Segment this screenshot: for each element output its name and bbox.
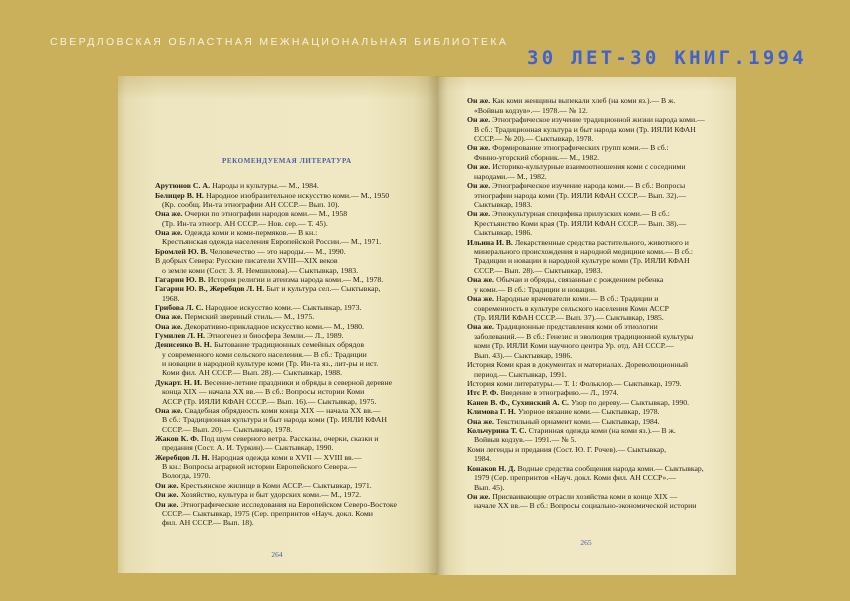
entry-first-line <box>467 209 705 218</box>
entry-author: Ильина И. В. <box>467 237 513 247</box>
bibliography-entry <box>467 275 705 294</box>
entry-text: История религии и атеизма народа коми.— М., 1978. <box>207 274 384 284</box>
entry-first-line <box>467 426 705 435</box>
entry-author: Она же. <box>467 416 494 426</box>
entry-author: Денисенко В. Н. <box>155 340 212 350</box>
entry-first-line <box>155 490 397 499</box>
entry-text: Народное изобразительное искусство коми.— М., 1950 <box>206 190 390 200</box>
bibliography-entry <box>467 492 705 511</box>
entry-author: Она же. <box>155 228 183 238</box>
entry-text: В сб.: Традиционная культура и быт народа коми (Тр. ИЯЛИ КФАН <box>162 415 387 425</box>
entry-author: Он же. <box>467 492 491 502</box>
entry-author: Жаков К. Ф. <box>155 434 199 443</box>
entry-author: Грибова Л. С. <box>155 302 204 312</box>
entry-author: Она же. <box>467 275 494 285</box>
entry-text: Войвыв кодзув.— 1991.— № 5. <box>474 435 577 445</box>
book-spread <box>118 76 736 575</box>
entry-text: Введение в этнографию.— Л., 1974. <box>500 388 619 398</box>
entry-text: Этнографическое изучение народа коми.— В сб.: Вопросы <box>492 181 686 191</box>
entry-text: фил. АН СССР.— Вып. 18). <box>162 518 254 528</box>
bibliography-entry <box>155 312 397 321</box>
entry-text: В сб.: Традиционная культура и быт народа коми (Тр. ИЯЛИ КФАН <box>474 124 696 134</box>
entry-text: Народы и культуры.— М., 1984. <box>212 181 319 191</box>
entry-text: В добрых Севера: Русские писатели XVIII—XIX веков <box>155 256 338 266</box>
entry-author: Она же. <box>155 405 183 415</box>
entry-text: предания (Сост. А. И. Туркин).— Сыктывкар, 1990. <box>162 443 334 453</box>
entry-first-line <box>155 275 397 284</box>
entry-continuation-line <box>467 191 705 200</box>
library-name-header: СВЕРДЛОВСКАЯ ОБЛАСТНАЯ МЕЖНАЦИОНАЛЬНАЯ БИБЛИОТЕКА <box>50 36 509 48</box>
entry-first-line <box>467 115 705 124</box>
entry-first-line <box>155 256 397 265</box>
entry-continuation-line <box>467 219 705 228</box>
entry-text: Сыктывкар, 1983. <box>474 199 533 209</box>
entry-author: Гумилев Л. Н. <box>155 331 205 341</box>
entry-author: Жеребцов Л. Н. <box>155 452 210 462</box>
entry-first-line <box>155 284 397 293</box>
entry-author: Она же. <box>155 209 183 219</box>
entry-author: Он же. <box>467 162 491 172</box>
entry-continuation-line <box>467 483 705 492</box>
entry-first-line <box>467 407 705 416</box>
entry-text: Крестьянское жилище в Коми АССР.— Сыктывкар, 1971. <box>180 480 372 490</box>
bibliography-entry <box>467 322 705 360</box>
section-heading: РЕКОМЕНДУЕМАЯ ЛИТЕРАТУРА <box>222 157 352 165</box>
bibliography-list-left <box>155 181 397 527</box>
right-page <box>437 77 736 575</box>
entry-author: Бромлей Ю. В. <box>155 246 208 256</box>
entry-first-line <box>467 445 705 454</box>
entry-text: у коми.— В сб.: Традиции и новации. <box>474 284 597 294</box>
bibliography-entry <box>155 453 397 481</box>
entry-text: (Тр. Ин-та этногр. АН СССР.— Нов. сер.— Т. 45). <box>162 218 328 228</box>
bibliography-entry <box>155 378 397 406</box>
entry-text: народами.— М., 1982. <box>474 171 547 181</box>
page-number-right: 265 <box>580 538 592 547</box>
entry-text: Формирование этнографических групп коми.— В сб.: <box>492 143 669 153</box>
entry-continuation-line <box>467 285 705 294</box>
bibliography-list-right <box>467 96 705 511</box>
entry-text: «Войвыв кодзув».— 1978.— № 12. <box>474 105 588 115</box>
entry-author: Он же. <box>155 480 179 490</box>
entry-text: Лекарственные средства растительного, животного и <box>515 237 689 247</box>
entry-first-line <box>155 191 397 200</box>
bibliography-entry <box>467 360 705 379</box>
bibliography-entry <box>467 388 705 397</box>
bibliography-entry <box>155 228 397 247</box>
entry-first-line <box>467 322 705 331</box>
entry-text: 1984. <box>474 454 492 464</box>
bibliography-entry <box>467 464 705 492</box>
entry-text: период.— Сыктывкар, 1991. <box>474 369 567 379</box>
entry-author: Он же. <box>467 115 491 125</box>
entry-continuation-line <box>155 509 397 518</box>
entry-continuation-line <box>155 471 397 480</box>
entry-text: минерального происхождения в народной медицине коми.— В сб.: <box>474 247 694 257</box>
entry-author: Дукарт. Н. И. <box>155 377 202 387</box>
bibliography-entry <box>155 331 397 340</box>
entry-text: Как коми женщины выпекали хлеб (на коми яз.).— В ж. <box>492 96 676 106</box>
entry-first-line <box>467 492 705 501</box>
entry-first-line <box>467 360 705 369</box>
entry-first-line <box>467 464 705 473</box>
entry-continuation-line <box>155 368 397 377</box>
entry-text: Крестьянство Коми края (Тр. ИЯЛИ КФАН СССР.— Вып. 38).— <box>474 218 687 228</box>
bibliography-entry <box>467 407 705 416</box>
entry-first-line <box>467 388 705 397</box>
entry-text: Этногенез и биосфера Земли.— Л., 1989. <box>207 331 344 341</box>
bibliography-entry <box>155 209 397 228</box>
bibliography-entry <box>467 426 705 445</box>
entry-author: Гагарин Ю. В. <box>155 274 206 284</box>
entry-continuation-line <box>155 415 397 424</box>
entry-text: Хозяйство, культура и быт удорских коми.— М., 1972. <box>180 490 362 500</box>
entry-text: Историко-культурные взаимоотношения коми с соседними <box>492 162 686 172</box>
entry-author: Арутюнов С. А. <box>155 181 211 191</box>
bibliography-entry <box>155 247 397 256</box>
entry-author: Она же. <box>155 312 183 322</box>
entry-continuation-line <box>467 228 705 237</box>
entry-author: Климова Г. Н. <box>467 407 516 417</box>
entry-text: История коми литературы.— Т. 1: Фольклор.— Сыктывкар, 1979. <box>467 378 682 388</box>
entry-text: Коми фил. АН СССР.— Вып. 28).— Сыктывкар, 1988. <box>162 368 343 378</box>
entry-first-line <box>155 406 397 415</box>
entry-text: Свадебная обрядность коми конца XIX — начала XX вв.— <box>184 405 381 415</box>
bibliography-entry <box>155 322 397 331</box>
entry-text: Под шум северного ветра. Рассказы, очерки, сказки и <box>201 434 379 443</box>
entry-continuation-line <box>467 313 705 322</box>
entry-continuation-line <box>467 106 705 115</box>
entry-text: Быт и культура сел.— Сыктывкар, <box>266 284 381 294</box>
bibliography-entry <box>467 379 705 388</box>
entry-author: Он же. <box>155 490 179 500</box>
entry-text: Текстильный орнамент коми.— Сыктывкар, 1984. <box>496 416 660 426</box>
entry-first-line <box>155 322 397 331</box>
bibliography-entry <box>467 115 705 143</box>
left-page <box>118 76 437 573</box>
project-title: 30 ЛЕТ-30 КНИГ.1994 <box>527 47 808 69</box>
page-number-left: 264 <box>271 550 283 559</box>
entry-text: начале XX вв.— В сб.: Вопросы социально-экономической истории <box>474 501 697 511</box>
entry-continuation-line <box>467 501 705 510</box>
entry-continuation-line <box>467 370 705 379</box>
entry-text: конца XIX — начала XX вв.— В сб.: Вопросы истории Коми <box>162 387 365 397</box>
entry-text: Крестьянская одежда населения Европейской России.— М., 1971. <box>162 237 382 247</box>
bibliography-entry <box>155 481 397 490</box>
entry-author: Итс Р. Ф. <box>467 388 499 398</box>
bibliography-entry <box>155 500 397 528</box>
entry-first-line <box>467 96 705 105</box>
bibliography-entry <box>467 209 705 237</box>
bibliography-entry <box>467 96 705 115</box>
entry-first-line <box>155 331 397 340</box>
entry-first-line <box>467 398 705 407</box>
entry-text: Народная одежда коми в XVII — XVIII вв.— <box>211 452 362 462</box>
entry-first-line <box>467 275 705 284</box>
entry-text: СССР.— Вып. 20).— Сыктывкар, 1978. <box>162 424 293 434</box>
entry-text: заболеваний.— В сб.: Генезис и эволюция традиционной культуры <box>474 331 694 341</box>
entry-continuation-line <box>155 518 397 527</box>
entry-continuation-line <box>467 266 705 275</box>
entry-continuation-line <box>467 172 705 181</box>
bibliography-entry <box>467 143 705 162</box>
bibliography-entry <box>155 284 397 303</box>
entry-continuation-line <box>155 359 397 368</box>
bibliography-entry <box>155 490 397 499</box>
entry-text: СССР.— Сыктывкар, 1975 (Сер. препринтов «Науч. докл. Коми <box>162 508 373 518</box>
entry-first-line <box>467 417 705 426</box>
entry-first-line <box>155 434 397 443</box>
entry-text: Пермский звериный стиль.— М., 1975. <box>184 312 315 322</box>
entry-first-line <box>467 238 705 247</box>
bibliography-entry <box>467 417 705 426</box>
bibliography-entry <box>467 181 705 209</box>
bibliography-entry <box>155 303 397 312</box>
bibliography-entry <box>467 294 705 322</box>
entry-text: В кн.: Вопросы аграрной истории Европейского Севера.— <box>162 462 357 472</box>
bibliography-entry <box>467 238 705 276</box>
bibliography-entry <box>155 181 397 190</box>
entry-author: Он же. <box>467 181 491 191</box>
entry-continuation-line <box>155 387 397 396</box>
entry-continuation-line <box>467 134 705 143</box>
entry-continuation-line <box>467 125 705 134</box>
entry-continuation-line <box>155 266 397 275</box>
entry-author: Она же. <box>467 322 494 332</box>
entry-author: Кольчурина Т. С. <box>467 426 527 436</box>
entry-text: Весенне-летние праздники и обряды в северной деревне <box>204 377 393 387</box>
entry-first-line <box>155 228 397 237</box>
bibliography-entry <box>155 434 397 453</box>
entry-continuation-line <box>467 304 705 313</box>
entry-text: Финно-угорский сборник.— М., 1982. <box>474 152 600 162</box>
entry-continuation-line <box>155 462 397 471</box>
entry-first-line <box>155 312 397 321</box>
entry-continuation-line <box>467 351 705 360</box>
bibliography-entry <box>467 398 705 407</box>
entry-continuation-line <box>155 350 397 359</box>
entry-author: Он же. <box>155 499 179 509</box>
entry-text: Народное искусство коми.— Сыктывкар, 1973. <box>205 302 362 312</box>
entry-text: СССР.— № 20).— Сыктывкар, 1978. <box>474 133 594 143</box>
entry-author: Гагарин Ю. В., Жеребцов Л. Н. <box>155 284 265 294</box>
entry-text: Водные средства сообщения народа коми.— Сыктывкар, <box>517 463 704 473</box>
entry-continuation-line <box>467 473 705 482</box>
entry-author: Конаков Н. Д. <box>467 463 516 473</box>
entry-author: Она же. <box>467 294 494 304</box>
entry-text: Одежда коми и коми-пермяков.— В кн.: <box>184 228 318 238</box>
entry-first-line <box>155 500 397 509</box>
entry-continuation-line <box>155 237 397 246</box>
entry-continuation-line <box>155 294 397 303</box>
entry-text: Бытование традиционных семейных обрядов <box>213 340 365 350</box>
entry-text: Этнографическое изучение традиционной жизни народа коми.— <box>492 115 705 125</box>
entry-first-line <box>155 303 397 312</box>
entry-author: Он же. <box>467 209 491 219</box>
entry-continuation-line <box>467 247 705 256</box>
entry-continuation-line <box>467 153 705 162</box>
bibliography-entry <box>155 275 397 284</box>
entry-continuation-line <box>155 425 397 434</box>
entry-first-line <box>467 181 705 190</box>
entry-text: Декоративно-прикладное искусство коми.— М., 1980. <box>184 321 365 331</box>
entry-continuation-line <box>155 219 397 228</box>
bibliography-entry <box>467 445 705 464</box>
entry-first-line <box>467 162 705 171</box>
entry-first-line <box>155 181 397 190</box>
entry-text: 1968. <box>162 293 180 303</box>
entry-author: Белицер В. Н. <box>155 190 204 200</box>
bibliography-entry <box>155 256 397 275</box>
bibliography-entry <box>467 162 705 181</box>
entry-first-line <box>155 481 397 490</box>
entry-continuation-line <box>155 397 397 406</box>
entry-text: (Кр. сообщ. Ин-та этнографии АН СССР.— Вып. 10). <box>162 200 340 210</box>
entry-author: Он же. <box>467 96 491 106</box>
entry-first-line <box>155 340 397 349</box>
entry-text: АССР (Тр. ИЯЛИ КФАН СССР.— Вып. 16).— Сыктывкар, 1975. <box>162 396 377 406</box>
entry-text: и новации в народной культуре коми (Тр. Ин-та яз., лит-ры и ист. <box>162 359 379 369</box>
entry-text: Сыктывкар, 1986. <box>474 228 533 238</box>
entry-text: Старинная одежда коми (на коми яз.).— В ж. <box>528 426 676 436</box>
entry-text: Обычаи и обряды, связанные с рождением ребенка <box>496 275 664 285</box>
entry-continuation-line <box>155 443 397 452</box>
entry-text: Традиции и новации в народной культуре коми (Тр. ИЯЛИ КФАН <box>474 256 690 266</box>
entry-text: (Тр. ИЯЛИ КФАН СССР.— Вып. 37).— Сыктывкар, 1985. <box>474 313 664 322</box>
entry-text: Человечество — это народы.— М., 1990. <box>209 246 346 256</box>
entry-text: Узор по дереву.— Сыктывкар, 1990. <box>571 397 690 407</box>
entry-continuation-line <box>467 200 705 209</box>
entry-first-line <box>155 453 397 462</box>
entry-text: 1979 (Сер. препринтов «Науч. докл. Коми фил. АН СССР».— <box>474 473 676 483</box>
entry-text: коми (Тр. ИЯЛИ Коми научного центра Ур. отд. АН СССР.— <box>474 341 674 351</box>
entry-text: Народные врачеватели коми.— В сб.: Традиции и <box>496 294 659 304</box>
entry-first-line <box>155 378 397 387</box>
entry-first-line <box>467 294 705 303</box>
entry-text: Этнокультурная специфика прилузских коми.— В сб.: <box>492 209 670 219</box>
entry-author: Она же. <box>155 321 183 331</box>
entry-continuation-line <box>155 200 397 209</box>
entry-text: Вологда, 1970. <box>162 471 211 481</box>
entry-continuation-line <box>467 341 705 350</box>
entry-continuation-line <box>467 435 705 444</box>
entry-first-line <box>467 379 705 388</box>
entry-first-line <box>155 209 397 218</box>
entry-continuation-line <box>467 332 705 341</box>
entry-continuation-line <box>467 454 705 463</box>
entry-continuation-line <box>467 256 705 265</box>
entry-text: у современного коми сельского населения.— В сб.: Традиции <box>162 349 367 359</box>
entry-text: Вып. 43).— Сыктывкар, 1986. <box>474 350 573 360</box>
bibliography-entry <box>155 191 397 210</box>
entry-text: Очерки по этнографии народов коми.— М., 1958 <box>184 209 348 219</box>
entry-text: Узорное вязание коми.— Сыктывкар, 1978. <box>517 407 660 417</box>
entry-text: Традиционные представления коми об этиологии <box>496 322 658 332</box>
entry-author: Канев В. Ф., Сухинский А. С. <box>467 397 569 407</box>
entry-first-line <box>155 247 397 256</box>
entry-text: СССР.— Вып. 28).— Сыктывкар, 1983. <box>474 265 603 275</box>
entry-text: этнографии народа коми (Тр. ИЯЛИ КФАН СССР.— Вып. 32).— <box>474 190 687 200</box>
bibliography-entry <box>155 340 397 377</box>
entry-text: Присваивающие отрасли хозяйства коми в конце XIX — <box>492 492 678 502</box>
entry-first-line <box>467 143 705 152</box>
bibliography-entry <box>155 406 397 434</box>
entry-text: современность в культуре сельского населения Коми АССР <box>474 303 669 313</box>
entry-text: о земле коми (Сост. З. Я. Немшилова).— Сыктывкар, 1983. <box>162 265 359 275</box>
entry-text: Коми легенды и предания (Сост. Ю. Г. Рочев).— Сыктывкар, <box>467 444 667 454</box>
entry-text: Этнографические исследования на Европейском Северо-Востоке <box>180 499 397 509</box>
entry-text: История Коми края в документах и материалах. Дореволюционный <box>467 360 688 370</box>
entry-text: Вып. 45). <box>474 482 505 492</box>
entry-author: Он же. <box>467 143 491 153</box>
